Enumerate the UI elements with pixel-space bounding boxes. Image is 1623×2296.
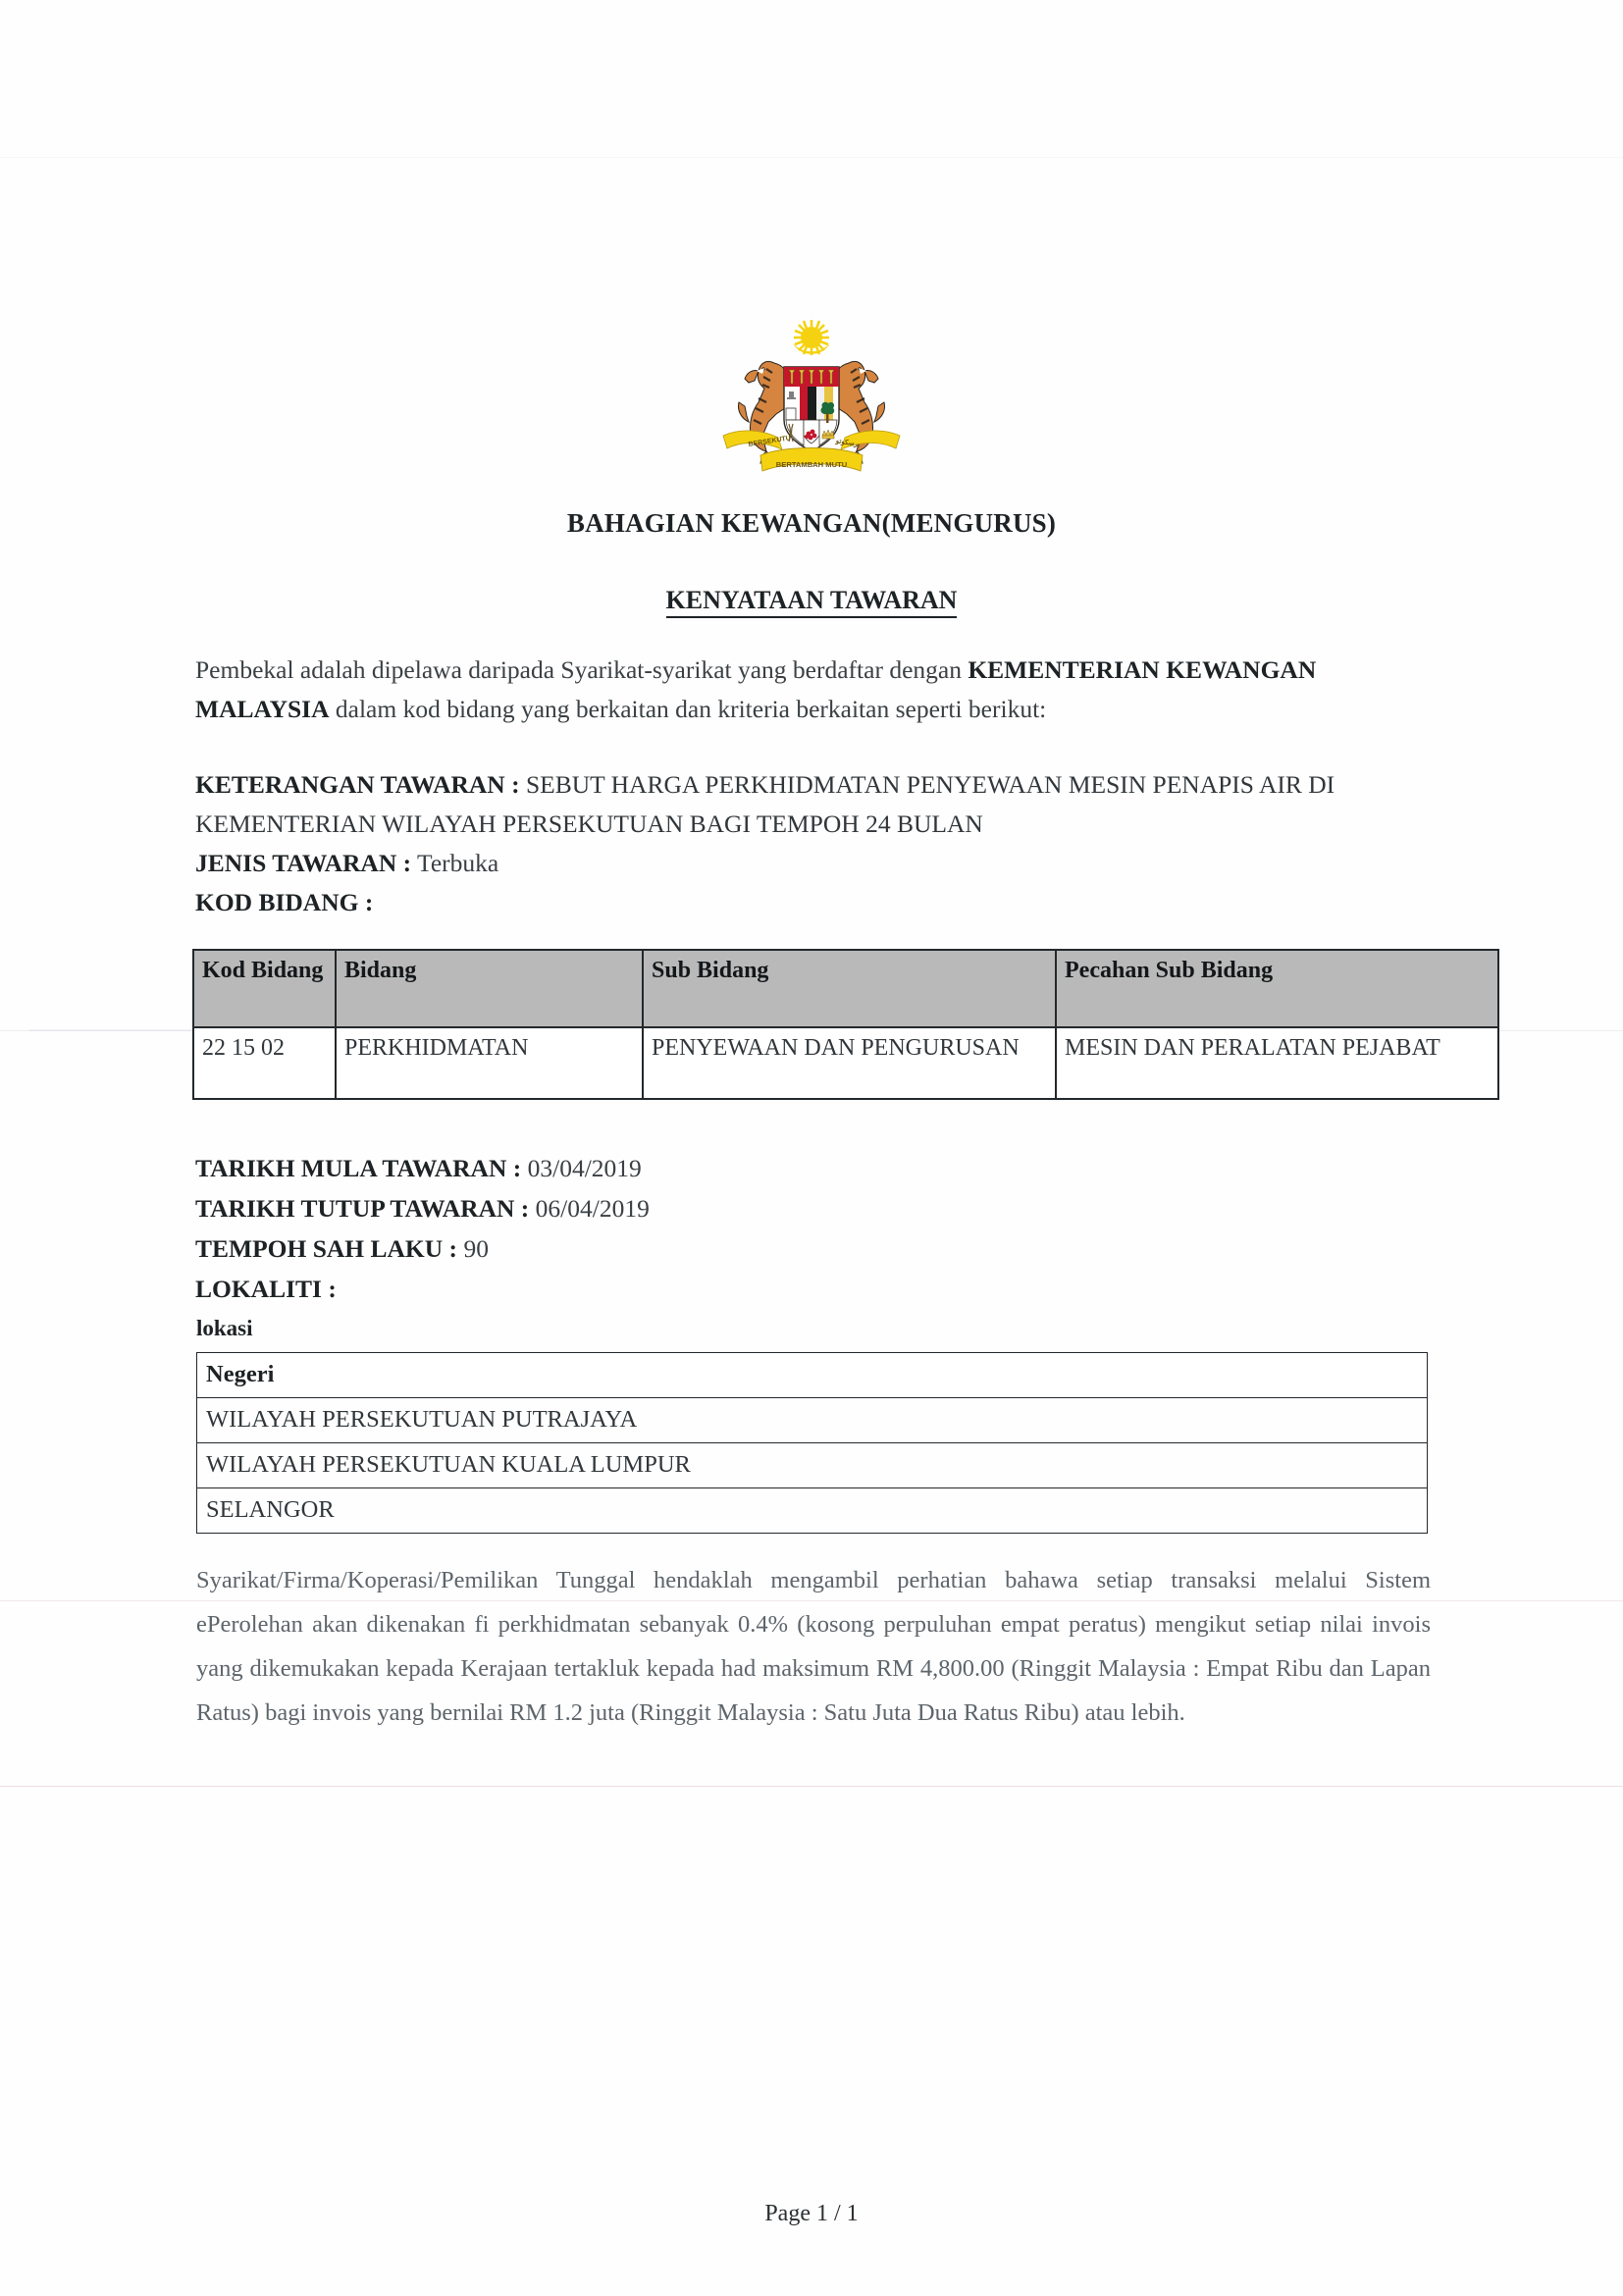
department-title: BAHAGIAN KEWANGAN(MENGURUS) [566, 508, 1057, 538]
document-title-text: KENYATAAN TAWARAN [666, 586, 958, 618]
header-kod-bidang: Kod Bidang [193, 950, 336, 1027]
table-row [197, 1488, 1428, 1534]
table-row [193, 1027, 1498, 1099]
tarikh-mula-label: TARIKH MULA TAWARAN : [195, 1154, 522, 1182]
table-header-row [193, 950, 1498, 1027]
keterangan-tawaran-line [195, 765, 1402, 844]
lokasi-table-body [197, 1398, 1428, 1534]
lokaliti-line [195, 1269, 1275, 1309]
header-negeri: Negeri [197, 1353, 1428, 1398]
jenis-tawaran-value: Terbuka [411, 849, 499, 877]
table-row [197, 1398, 1428, 1443]
tarikh-tutup-label: TARIKH TUTUP TAWARAN : [195, 1194, 530, 1223]
page-footer: Page 1 / 1 [764, 2201, 859, 2226]
scan-artifact-line [0, 1786, 1623, 1787]
svg-text:BERTAMBAH MUTU: BERTAMBAH MUTU [775, 460, 848, 469]
svg-text:BERSEKUTU: BERSEKUTU [748, 435, 792, 448]
cell-sub-bidang: PENYEWAAN DAN PENGURUSAN [643, 1027, 1056, 1099]
service-fee-note: Syarikat/Firma/Koperasi/Pemilikan Tunggal hendaklah mengambil perhatian bahawa setiap transaksi melalui Sistem ePerolehan akan dikenakan fi perkhidmatan sebanyak 0.4% (kosong perpuluhan empat peratus) mengikut setiap nilai invois yang dikemukakan kepada Kerajaan tertakluk kepada had maksimum RM 4,800.00 (Ringgit Malaysia : Empat Ribu dan Lapan Ratus) bagi invois yang bernilai RM 1.2 juta (Ringgit Malaysia : Satu Juta Dua Ratus Ribu) atau lebih. [196, 1567, 1431, 1726]
table-row [197, 1443, 1428, 1488]
tender-details-block [195, 765, 1402, 922]
svg-text:برسكوتو: برسكوتو [835, 438, 861, 448]
lokasi-table [196, 1352, 1428, 1534]
keterangan-tawaran-label: KETERANGAN TAWARAN : [195, 770, 520, 799]
intro-text-part2: dalam kod bidang yang berkaitan dan kriteria berkaitan seperti berikut: [329, 695, 1047, 723]
kod-bidang-table-head [193, 950, 1498, 1027]
table-header-row [197, 1353, 1428, 1398]
intro-text-part1: Pembekal adalah dipelawa daripada Syarikat-syarikat yang berdaftar dengan [195, 655, 969, 684]
kod-bidang-table-body [193, 1027, 1498, 1099]
lokasi-table-head [197, 1353, 1428, 1398]
kod-bidang-table [192, 949, 1499, 1100]
intro-paragraph [195, 651, 1353, 729]
intro-ministry-name: KEMENTERIAN KEWANGAN MALAYSIA [195, 655, 1317, 723]
lokaliti-label: LOKALITI : [195, 1275, 337, 1303]
cell-pecahan-sub-bidang: MESIN DAN PERALATAN PEJABAT [1056, 1027, 1498, 1099]
kod-bidang-label: KOD BIDANG : [195, 888, 374, 916]
malaysia-coat-of-arms-icon [698, 312, 925, 481]
scan-artifact-line [0, 157, 1623, 158]
tarikh-mula-value: 03/04/2019 [521, 1154, 642, 1182]
tarikh-tutup-value: 06/04/2019 [529, 1194, 650, 1223]
tempoh-sah-laku-value: 90 [457, 1234, 489, 1263]
jenis-tawaran-line [195, 844, 1402, 883]
tempoh-sah-laku-label: TEMPOH SAH LAKU : [195, 1234, 458, 1263]
cell-negeri: SELANGOR [197, 1488, 1428, 1534]
header-pecahan-sub-bidang: Pecahan Sub Bidang [1056, 950, 1498, 1027]
document-title [0, 586, 1623, 615]
header-sub-bidang: Sub Bidang [643, 950, 1056, 1027]
cell-negeri: WILAYAH PERSEKUTUAN PUTRAJAYA [197, 1398, 1428, 1443]
dates-block [195, 1148, 1275, 1309]
cell-negeri: WILAYAH PERSEKUTUAN KUALA LUMPUR [197, 1443, 1428, 1488]
tarikh-tutup-line [195, 1188, 1275, 1228]
keterangan-tawaran-value: SEBUT HARGA PERKHIDMATAN PENYEWAAN MESIN PENAPIS AIR DI KEMENTERIAN WILAYAH PERSEKUTUAN BAGI TEMPOH 24 BULAN [195, 770, 1335, 838]
tempoh-sah-laku-line [195, 1228, 1275, 1269]
kod-bidang-line [195, 883, 1402, 922]
header-bidang: Bidang [336, 950, 643, 1027]
jenis-tawaran-label: JENIS TAWARAN : [195, 849, 412, 877]
cell-kod-bidang: 22 15 02 [193, 1027, 336, 1099]
cell-bidang: PERKHIDMATAN [336, 1027, 643, 1099]
crest-container [0, 312, 1623, 481]
tarikh-mula-line [195, 1148, 1275, 1188]
lokasi-caption: lokasi [196, 1316, 253, 1340]
